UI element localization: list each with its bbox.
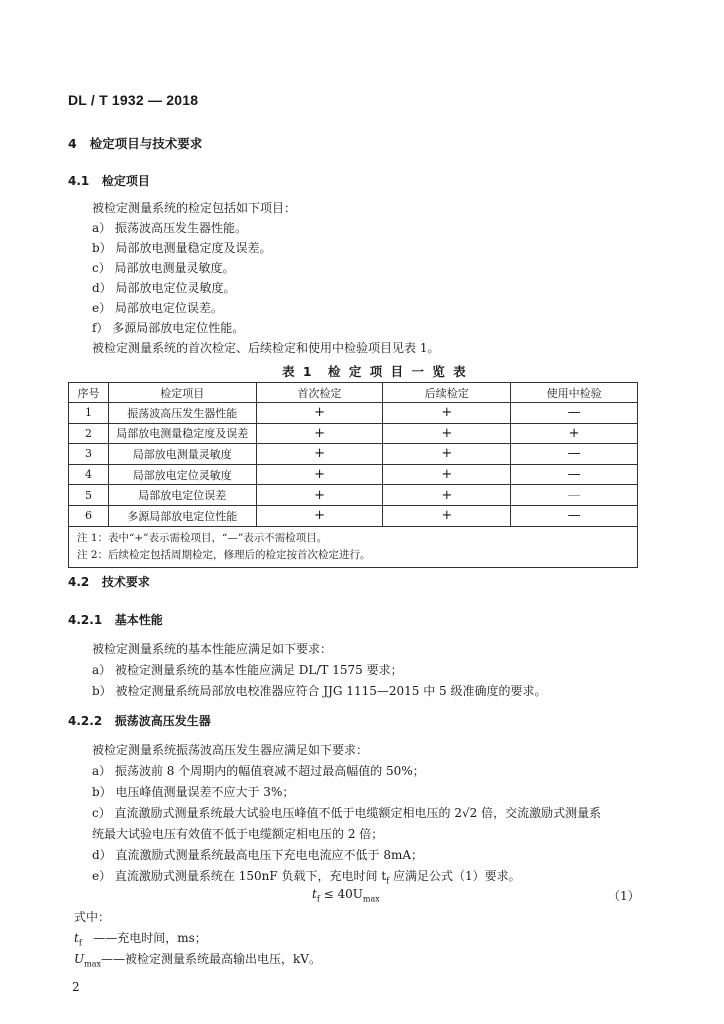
list-item bbox=[92, 804, 601, 821]
list-item bbox=[92, 867, 521, 885]
table-cell: + bbox=[256, 423, 383, 444]
table-header-cell: 首次检定 bbox=[256, 383, 383, 403]
section-title: 检定项目 bbox=[101, 174, 150, 188]
list-item: b） 电压峰值测量误差不应大于 3%； bbox=[92, 785, 295, 799]
formula-symbol: t bbox=[312, 887, 317, 901]
table-row bbox=[69, 444, 638, 465]
table-cell: + bbox=[256, 485, 383, 506]
table-cell: 2 bbox=[69, 423, 109, 444]
formula-1 bbox=[312, 887, 380, 903]
table-cell: 4 bbox=[69, 464, 109, 485]
list-item-text: 应满足公式（1）要求。 bbox=[389, 869, 521, 883]
table-cell: 局部放电测量灵敏度 bbox=[108, 444, 256, 465]
table-cell: — bbox=[511, 505, 638, 526]
table-note: 注 2：后续检定包括周期检定，修理后的检定按首次检定进行。 bbox=[77, 548, 371, 561]
definition-text: ——被检定测量系统最高输出电压，kV。 bbox=[101, 952, 321, 966]
list-item: d） 直流激励式测量系统最高电压下充电电流应不低于 8mA； bbox=[92, 848, 423, 862]
paragraph: 被检定测量系统的首次检定、后续检定和使用中检验项目见表 1。 bbox=[92, 341, 440, 355]
table-cell: + bbox=[383, 485, 511, 506]
table-caption: 表 1 检 定 项 目 一 览 表 bbox=[282, 364, 468, 379]
table-cell: + bbox=[383, 505, 511, 526]
table-cell: — bbox=[511, 403, 638, 424]
definition-symbol: t bbox=[74, 931, 79, 945]
formula-number: （1） bbox=[608, 889, 640, 903]
table-cell: + bbox=[256, 403, 383, 424]
list-item-text: e） 直流激励式测量系统在 150nF 负载下，充电时间 t bbox=[92, 869, 387, 883]
table-notes-row bbox=[69, 526, 638, 567]
table-header-row bbox=[69, 383, 638, 403]
list-item: b） 被检定测量系统局部放电校准器应符合 JJG 1115—2015 中 5 级准确度的要求。 bbox=[92, 684, 547, 698]
subscript: f bbox=[78, 938, 82, 948]
table-cell: 振荡波高压发生器性能 bbox=[108, 403, 256, 424]
section-number: 4.2.2 bbox=[68, 714, 103, 728]
formula-operator: ≤ 40U bbox=[319, 887, 363, 901]
table-cell: + bbox=[383, 423, 511, 444]
section-title: 基本性能 bbox=[114, 613, 163, 627]
table-cell: — bbox=[511, 464, 638, 485]
table-cell: + bbox=[256, 505, 383, 526]
section-4-2-2-heading bbox=[68, 712, 211, 729]
table-cell: + bbox=[511, 423, 638, 444]
table-cell: 局部放电定位灵敏度 bbox=[108, 464, 256, 485]
subscript: max bbox=[362, 894, 380, 904]
table-cell: + bbox=[383, 464, 511, 485]
table-cell: 局部放电测量稳定度及误差 bbox=[108, 423, 256, 444]
section-4-2-1-heading bbox=[68, 611, 163, 628]
table-cell: 5 bbox=[69, 485, 109, 506]
section-number: 4 bbox=[68, 136, 77, 151]
table-cell: 局部放电定位误差 bbox=[108, 485, 256, 506]
list-item: a） 被检定测量系统的基本性能应满足 DL/T 1575 要求； bbox=[92, 663, 403, 677]
subscript: f bbox=[386, 876, 390, 886]
table-cell: — bbox=[511, 485, 638, 506]
section-number: 4.2.1 bbox=[68, 613, 103, 627]
table-cell: + bbox=[256, 444, 383, 465]
table-note: 注 1：表中“+”表示需检项目，“—”表示不需检项目。 bbox=[77, 531, 328, 544]
paragraph: 被检定测量系统的基本性能应满足如下要求： bbox=[92, 642, 333, 656]
definition-symbol: U bbox=[74, 952, 85, 966]
table-cell: 1 bbox=[69, 403, 109, 424]
table-cell: + bbox=[383, 403, 511, 424]
list-item: b） 局部放电测量稳定度及误差。 bbox=[92, 241, 272, 255]
section-number: 4.1 bbox=[68, 174, 90, 188]
section-title: 检定项目与技术要求 bbox=[89, 136, 203, 151]
subscript: f bbox=[316, 894, 320, 904]
definition bbox=[74, 929, 207, 947]
paragraph: 被检定测量系统振荡波高压发生器应满足如下要求： bbox=[92, 743, 369, 757]
list-item: d） 局部放电定位灵敏度。 bbox=[92, 281, 236, 295]
subscript: max bbox=[84, 959, 101, 969]
table-cell: 3 bbox=[69, 444, 109, 465]
table-row bbox=[69, 423, 638, 444]
table-row bbox=[69, 505, 638, 526]
list-item-text: 倍，交流激励式测量系 bbox=[477, 806, 602, 820]
page-number: 2 bbox=[72, 980, 80, 994]
table-header-cell: 使用中检验 bbox=[511, 383, 638, 403]
section-number: 4.2 bbox=[68, 575, 90, 589]
table-header-cell: 后续检定 bbox=[383, 383, 511, 403]
section-4-1-heading bbox=[68, 172, 150, 189]
table-cell: + bbox=[383, 444, 511, 465]
section-title: 技术要求 bbox=[101, 575, 150, 589]
table-header-cell: 序号 bbox=[69, 383, 109, 403]
table-cell: — bbox=[511, 444, 638, 465]
table-notes bbox=[69, 526, 638, 567]
definition-text: ——充电时间，ms； bbox=[93, 931, 207, 945]
table-cell: 6 bbox=[69, 505, 109, 526]
table-cell: + bbox=[256, 464, 383, 485]
table-row bbox=[69, 485, 638, 506]
sqrt-expression: √2 bbox=[462, 806, 478, 820]
table-header-cell: 检定项目 bbox=[108, 383, 256, 403]
list-item-continuation: 统最大试验电压有效值不低于电缆额定相电压的 2 倍； bbox=[92, 827, 384, 841]
document-header: DL / T 1932 — 2018 bbox=[68, 92, 199, 108]
inspection-items-table bbox=[68, 382, 638, 568]
list-item-text: c） 直流激励式测量系统最大试验电压峰值不低于电缆额定相电压的 2 bbox=[92, 806, 462, 820]
paragraph: 被检定测量系统的检定包括如下项目： bbox=[92, 201, 297, 215]
table-row bbox=[69, 464, 638, 485]
definition bbox=[74, 950, 321, 968]
list-item: f） 多源局部放电定位性能。 bbox=[92, 321, 245, 335]
section-4-2-heading bbox=[68, 573, 150, 590]
list-item: a） 振荡波前 8 个周期内的幅值衰减不超过最高幅值的 50%； bbox=[92, 764, 425, 778]
section-title: 振荡波高压发生器 bbox=[114, 714, 211, 728]
list-item: e） 局部放电定位误差。 bbox=[92, 301, 223, 315]
table-cell: 多源局部放电定位性能 bbox=[108, 505, 256, 526]
list-item: c） 局部放电测量灵敏度。 bbox=[92, 261, 235, 275]
section-4-heading bbox=[68, 134, 202, 152]
where-label: 式中： bbox=[74, 910, 111, 924]
list-item: a） 振荡波高压发生器性能。 bbox=[92, 221, 247, 235]
table-row bbox=[69, 403, 638, 424]
